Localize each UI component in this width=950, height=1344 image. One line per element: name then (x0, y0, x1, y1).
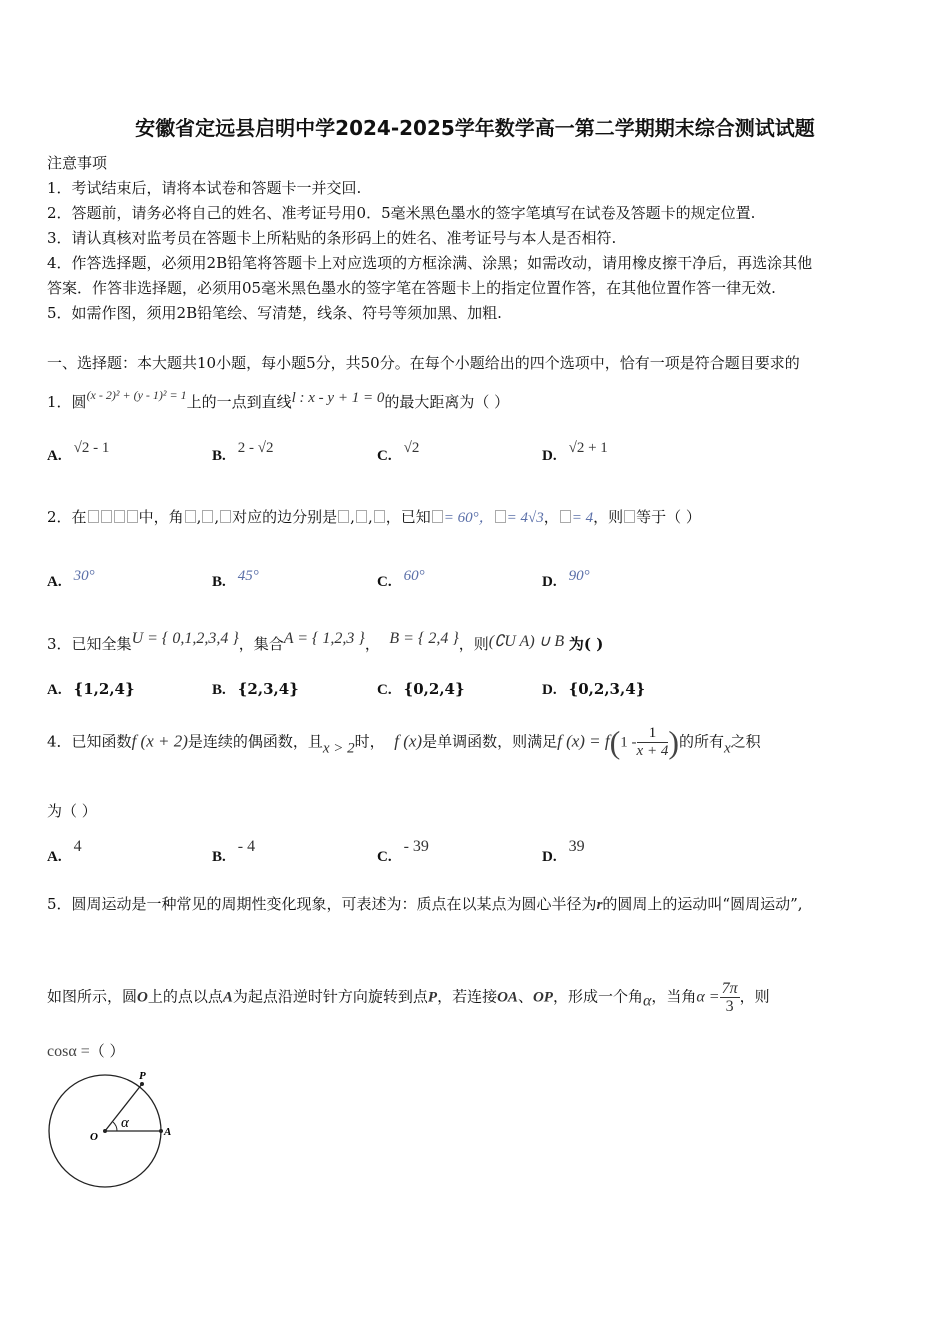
label-alpha: α (121, 1115, 129, 1131)
question-1 (47, 388, 509, 412)
q3-option-b[interactable] (212, 680, 299, 699)
q4-text: 之积 (730, 732, 761, 751)
q4-equation: 1 - (620, 734, 637, 751)
q2-side-cond: = 4√3 (506, 510, 544, 526)
option-label: D. (542, 448, 557, 464)
q5-text: ，若连接 (437, 987, 498, 1006)
option-label: B. (212, 849, 226, 865)
option-label: C. (377, 574, 392, 590)
q4-option-a[interactable] (47, 838, 82, 866)
q1-option-b[interactable] (212, 440, 274, 465)
q4-text: 已知函数 (71, 732, 132, 751)
q4-text: 的所有 (678, 732, 724, 751)
q1-text: 的最大距离为（ ） (384, 393, 510, 411)
option-label: C. (377, 448, 392, 464)
q2-text: 等于（ ） (636, 508, 701, 526)
q3-set-b: B = { 2,4 } (389, 630, 459, 647)
option-label: A. (47, 849, 62, 865)
fraction-numerator: 1 (637, 725, 669, 743)
q3-expression: (∁U A) ∪ B (488, 633, 565, 650)
q2-side-cond: = 4 (571, 510, 594, 526)
section-heading: 一、选择题：本大题共10小题，每小题5分，共50分。在每个小题给出的四个选项中，恰有一项是符合题目要求的 (47, 354, 800, 372)
option-label: B. (212, 574, 226, 590)
q2-number: 2． (47, 508, 72, 526)
label-p: P (139, 1070, 146, 1082)
q1-text: 上的一点到直线 (186, 393, 292, 411)
q5-text: 上的点以点 (147, 987, 223, 1006)
q4-cond: x > 2 (322, 740, 355, 757)
notice-item: 2．答题前，请务必将自己的姓名、准考证号用0．5毫米黑色墨水的签字笔填写在试卷及答题卡的规定位置. (47, 204, 756, 222)
q4-option-b[interactable] (212, 838, 255, 866)
q3-text: 已知全集 (71, 635, 132, 653)
q2-option-a[interactable] (47, 568, 95, 591)
q1-option-c[interactable] (377, 440, 419, 465)
q5-text: 圆周运动是一种常见的周期性变化现象，可表述为：质点在以某点为圆心半径为 (71, 895, 597, 913)
q5-text: 为起点沿逆时针方向旋转到点 (232, 987, 428, 1006)
q4-text: 时， (354, 732, 385, 751)
q4-option-c[interactable] (377, 838, 429, 866)
label-o: O (90, 1131, 98, 1143)
q5-equation: α = (696, 988, 720, 1006)
q1-number: 1． (47, 393, 72, 411)
option-text: 90° (568, 568, 590, 584)
q1-line-eq: l : x - y + 1 = 0 (291, 390, 385, 406)
q5-var: A (222, 989, 233, 1006)
question-4: 4．已知函数f (x + 2)是连续的偶函数，且x > 2时， f (x)是单调函数，则满足f (x) = f(1 - $\frac{1}{x + 4}$ )的所有x之积 (47, 724, 761, 760)
q1-option-a[interactable] (47, 440, 109, 465)
page-title: 安徽省定远县启明中学2024-2025学年数学高一第二学期期末综合测试试题 (135, 116, 815, 140)
q5-text: ，形成一个角 (552, 987, 643, 1006)
notice-item: 3．请认真核对监考员在答题卡上所粘贴的条形码上的姓名、准考证号与本人是否相符. (47, 229, 617, 247)
point-o (103, 1129, 107, 1133)
q1-option-d[interactable] (542, 440, 608, 465)
option-text: 30° (73, 568, 95, 584)
q5-circle-figure (40, 1066, 190, 1196)
notice-item: 5．如需作图，须用2B铅笔绘、写清楚，线条、符号等须加黑、加粗. (47, 304, 502, 322)
option-label: D. (542, 682, 557, 698)
option-label: D. (542, 574, 557, 590)
q5-var: P (427, 989, 438, 1006)
q2-option-d[interactable] (542, 568, 590, 591)
q1-text: 圆 (71, 393, 87, 411)
fraction-denominator: 3 (725, 998, 734, 1015)
q4-text: 是单调函数，则满足 (422, 732, 558, 751)
q2-text: ，则 (593, 508, 624, 526)
option-text: 39 (568, 838, 585, 855)
q3-number: 3． (47, 635, 72, 653)
q5-fraction (720, 980, 740, 1015)
option-text: 60° (403, 568, 425, 584)
question-5 (47, 893, 907, 914)
option-label: A. (47, 682, 62, 698)
q4-var: x (724, 740, 731, 757)
q2-option-c[interactable] (377, 568, 425, 591)
q4-number: 4． (47, 732, 72, 751)
option-text: {1,2,4} (73, 680, 135, 698)
separator: ， (543, 508, 559, 526)
q4-equation: f (x) = f (557, 731, 610, 751)
question-5-line3 (47, 1040, 125, 1061)
q3-option-d[interactable] (542, 680, 645, 699)
q3-universal-set: U = { 0,1,2,3,4 } (131, 630, 239, 647)
option-text: 45° (237, 568, 259, 584)
q3-text: 为( ) (568, 635, 604, 653)
option-text: √2 (403, 440, 420, 456)
label-a: A (164, 1126, 172, 1138)
question-3 (47, 630, 603, 654)
q5-text: 的圆周上的运动叫“圆周运动”, (602, 895, 803, 913)
q3-set-a: A = { 1,2,3 } (283, 630, 365, 647)
q5-blank: （ ） (89, 1042, 125, 1060)
option-text: 4 (73, 838, 82, 855)
q5-var: O (137, 989, 148, 1006)
point-p (140, 1082, 144, 1086)
option-text: - 39 (403, 838, 429, 855)
q3-text: ，集合 (238, 635, 284, 653)
option-text: {0,2,4} (403, 680, 465, 698)
point-a (159, 1129, 163, 1133)
option-text: {0,2,3,4} (568, 680, 646, 698)
option-label: D. (542, 849, 557, 865)
q4-continuation: 为（ ） (47, 802, 97, 820)
q2-option-b[interactable] (212, 568, 259, 591)
notice-heading: 注意事项 (47, 154, 108, 172)
option-text: - 4 (237, 838, 256, 855)
q5-var: OA (497, 989, 518, 1006)
option-text: 2 - √2 (237, 440, 274, 456)
option-text: √2 + 1 (568, 440, 608, 456)
q2-text: 在 (71, 508, 87, 526)
q4-text: 是连续的偶函数，且 (187, 732, 323, 751)
option-label: C. (377, 849, 392, 865)
q2-text: 中，角 (138, 508, 184, 526)
q4-option-d[interactable] (542, 838, 585, 866)
notice-item: 4．作答选择题，必须用2B铅笔将答题卡上对应选项的方框涂满、涂黑；如需改动，请用橡皮擦干净后，再选涂其他 (47, 254, 813, 272)
question-2: 2．在 中，角 , , 对应的边分别是 , , ，已知 = 60°， = 4√3， = 4，则 等于（ ） (47, 508, 701, 526)
q5-number: 5． (47, 895, 72, 913)
option-label: B. (212, 682, 226, 698)
q5-text: ，则 (739, 987, 770, 1006)
option-label: A. (47, 574, 62, 590)
fraction-denominator: x + 4 (636, 743, 669, 759)
q5-var: r (596, 897, 603, 913)
q2-angle-cond: = 60°， (443, 510, 494, 526)
option-label: C. (377, 682, 392, 698)
angle-arc (113, 1122, 117, 1131)
notice-item: 答案．作答非选择题，必须用05毫米黑色墨水的签字笔在答题卡上的指定位置作答，在其他位置作答一律无效. (47, 279, 776, 297)
q3-text: ，则 (458, 635, 489, 653)
q5-var: α (642, 992, 652, 1010)
option-label: A. (47, 448, 62, 464)
q4-func: f (x + 2) (131, 731, 188, 751)
separator: ， (364, 635, 380, 653)
q2-text: 对应的边分别是 (232, 508, 338, 526)
q5-text: ，当角 (651, 987, 697, 1006)
q5-var: OP (532, 989, 553, 1006)
q3-option-a[interactable] (47, 680, 135, 699)
q1-circle-eq: (x - 2)² + (y - 1)² = 1 (86, 388, 187, 402)
q4-func: f (x) (394, 731, 423, 751)
q5-text: 如图所示，圆 (47, 987, 138, 1006)
q3-option-c[interactable] (377, 680, 465, 699)
notice-item: 1．考试结束后，请将本试卷和答题卡一并交回. (47, 179, 362, 197)
q5-text: 、 (517, 987, 533, 1006)
option-text: √2 - 1 (73, 440, 110, 456)
fraction-numerator: 7π (721, 980, 738, 997)
option-label: B. (212, 448, 226, 464)
q2-text: ，已知 (385, 508, 431, 526)
q5-cos: cosα = (47, 1043, 90, 1060)
q4-fraction (637, 725, 669, 760)
question-5-line2 (47, 980, 907, 1015)
option-text: {2,3,4} (237, 680, 299, 698)
